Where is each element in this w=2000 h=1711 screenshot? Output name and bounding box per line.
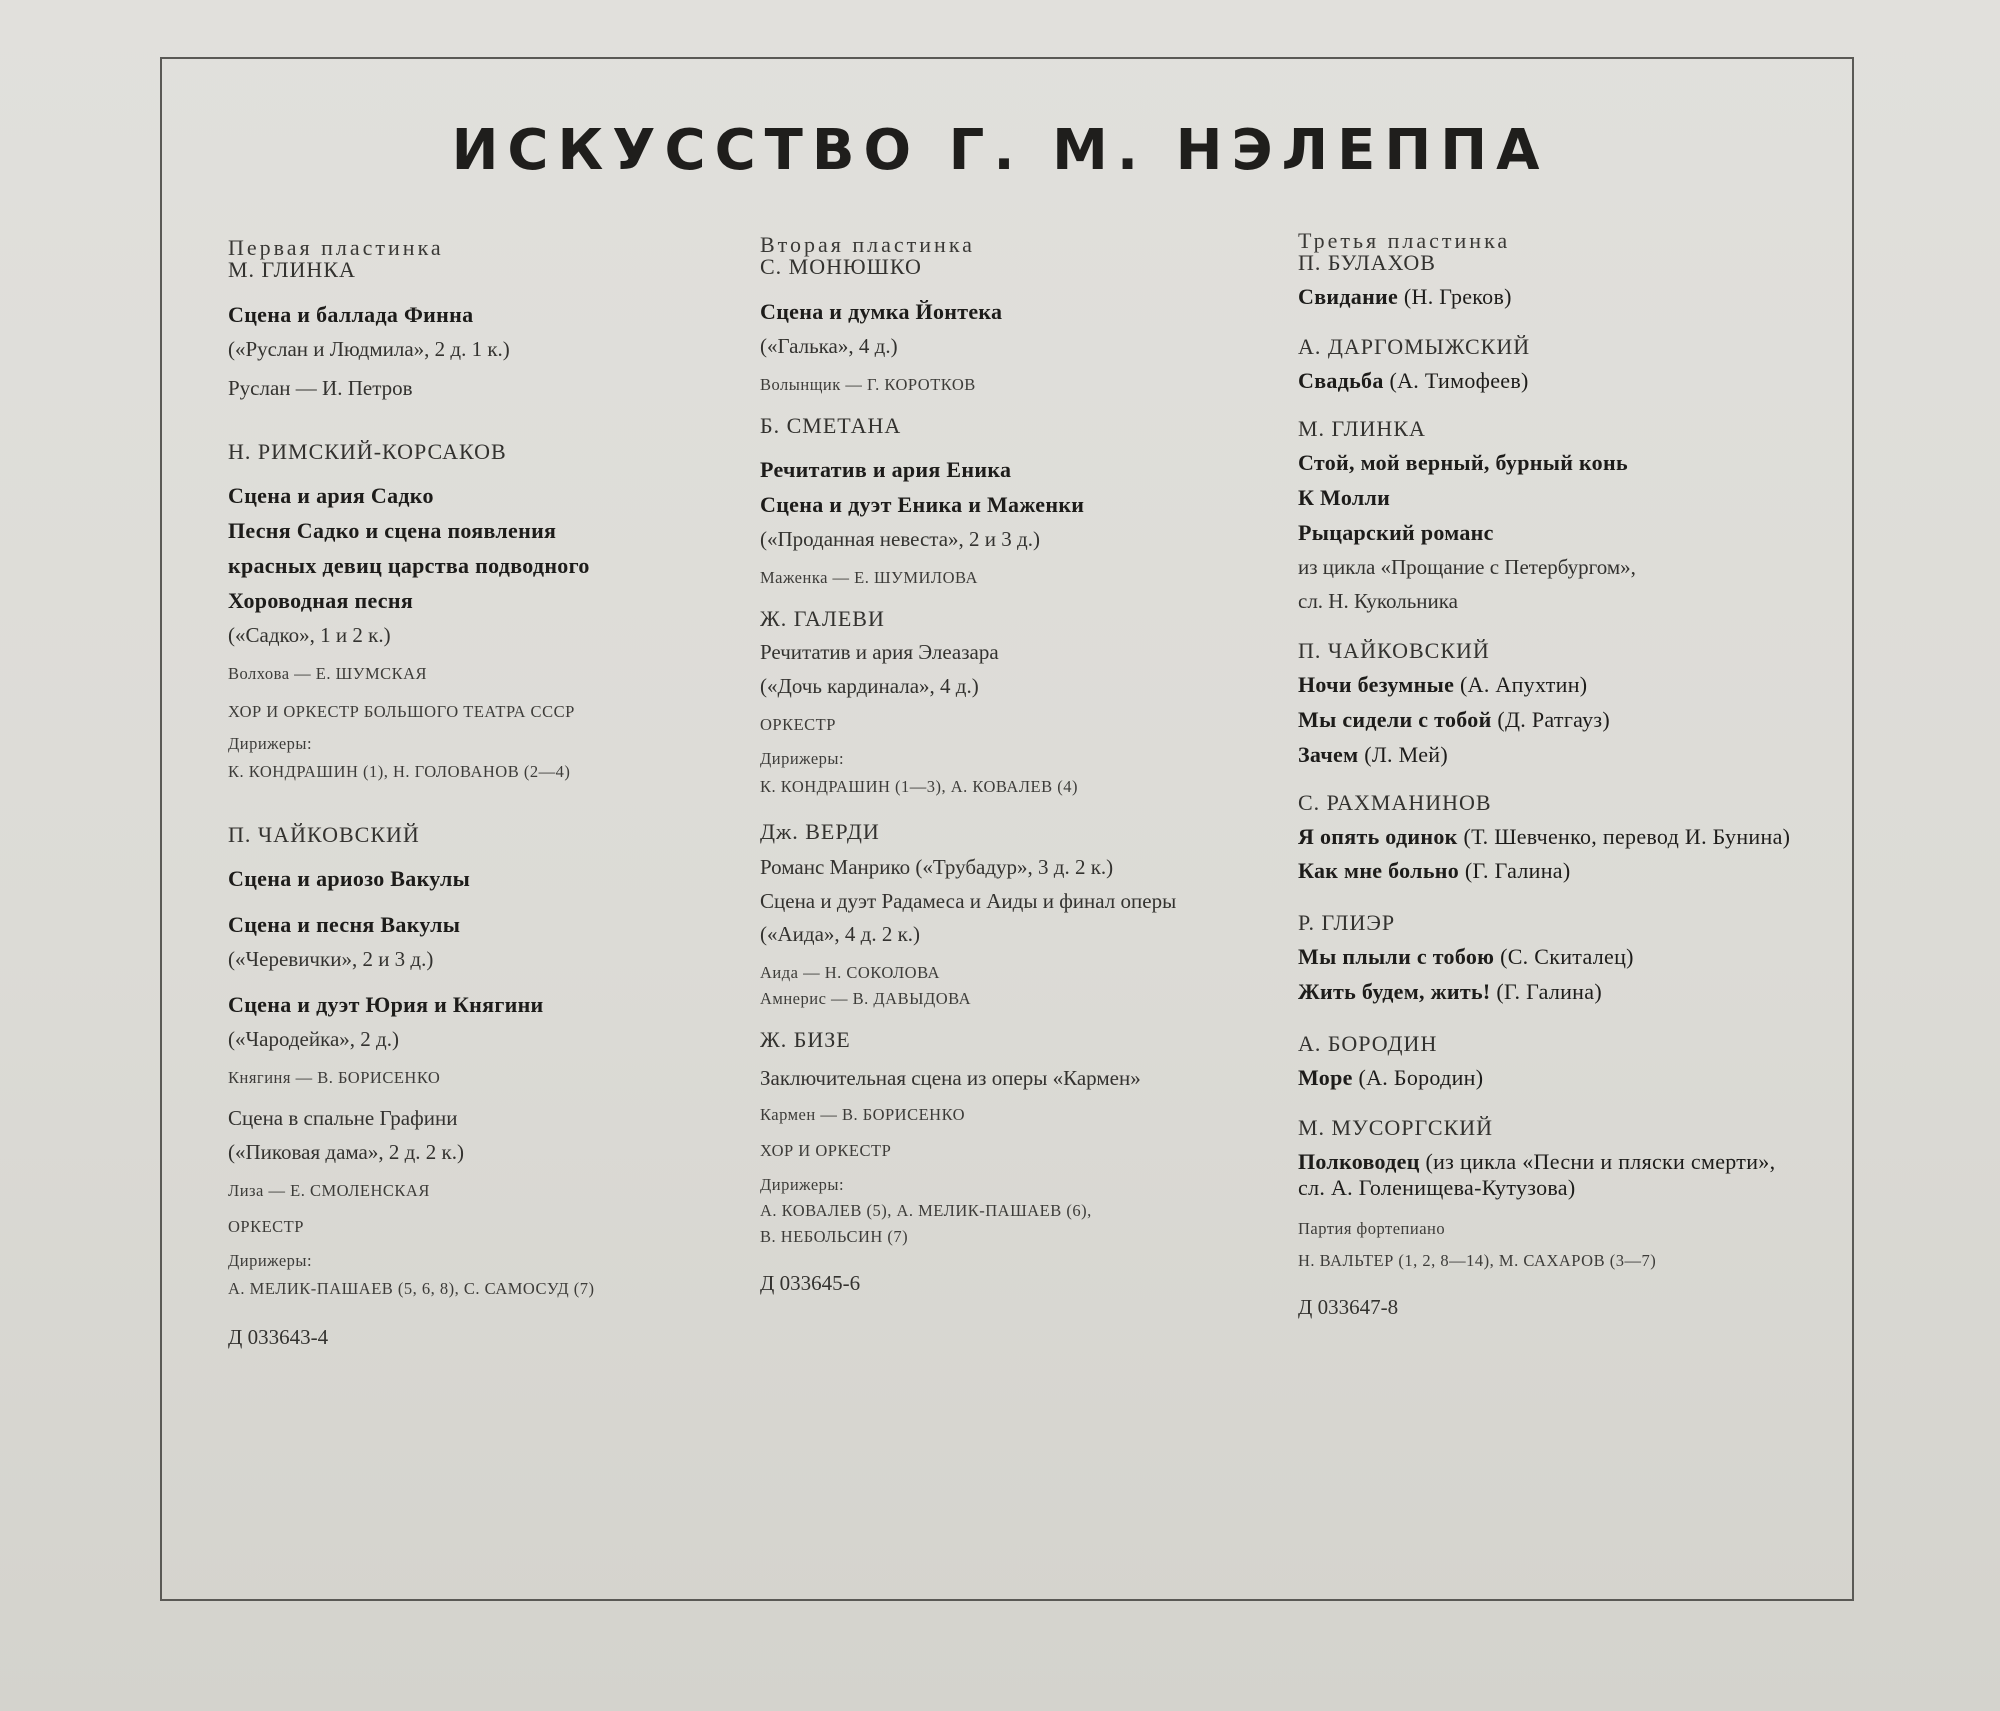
song-title: Свадьба <box>1298 368 1384 393</box>
work-source: («Руслан и Людмила», 2 д. 1 к.) <box>228 337 510 361</box>
cast-line: Лиза — Е. СМОЛЕНСКАЯ <box>228 1181 430 1200</box>
work-title: Сцена и баллада Финна <box>228 302 474 327</box>
work-title: Сцена и думка Йонтека <box>760 299 1003 324</box>
conductors-line: А. МЕЛИК-ПАШАЕВ (5, 6, 8), С. САМОСУД (7) <box>228 1279 595 1298</box>
work-source: («Пиковая дама», 2 д. 2 к.) <box>228 1140 465 1164</box>
cast-line: Волхова — Е. ШУМСКАЯ <box>228 664 428 683</box>
composer-name: Б. СМЕТАНА <box>760 413 902 438</box>
ensemble-line: ХОР И ОРКЕСТР БОЛЬШОГО ТЕАТРА СССР <box>228 702 575 721</box>
composer-name: М. ГЛИНКА <box>228 257 356 282</box>
song-author: (Г. Галина) <box>1459 858 1571 883</box>
conductors-line: В. НЕБОЛЬСИН (7) <box>760 1227 909 1246</box>
cast-line: Волынщик — Г. КОРОТКОВ <box>760 375 976 394</box>
column-third-record <box>1298 228 1818 1320</box>
composer-name: Н. РИМСКИЙ-КОРСАКОВ <box>228 439 507 464</box>
song-author: (А. Бородин) <box>1352 1065 1484 1090</box>
work-source: («Дочь кардинала», 4 д.) <box>760 674 979 698</box>
song-title: Мы сидели с тобой <box>1298 707 1492 732</box>
column-header: Первая пластинка <box>228 235 444 260</box>
work-source: («Черевички», 2 и 3 д.) <box>228 947 434 971</box>
accompanist-label: Партия фортепиано <box>1298 1219 1446 1238</box>
song-author: (Г. Галина) <box>1490 979 1602 1004</box>
song-title: Мы плыли с тобою <box>1298 944 1495 969</box>
accompanist-line: Н. ВАЛЬТЕР (1, 2, 8—14), М. САХАРОВ (3—7) <box>1298 1251 1657 1270</box>
composer-name: П. ЧАЙКОВСКИЙ <box>1298 638 1490 663</box>
column-first-record <box>228 235 748 1350</box>
conductors-label: Дирижеры: <box>760 1175 845 1194</box>
work-title <box>1298 672 1818 698</box>
song-author: (из цикла «Песни и пляски смерти», сл. А. Голенищева-Кутузова) <box>1298 1149 1776 1200</box>
song-title: Как мне больно <box>1298 858 1460 883</box>
composer-name: С. МОНЮШКО <box>760 254 922 279</box>
work-title <box>1298 707 1818 733</box>
work-title: красных девиц царства подводного <box>228 553 590 578</box>
ensemble-line: ОРКЕСТР <box>760 715 836 734</box>
work-title <box>1298 1065 1818 1091</box>
work-title <box>1298 284 1818 310</box>
song-author: (Н. Греков) <box>1398 284 1512 309</box>
work-source: («Садко», 1 и 2 к.) <box>228 623 391 647</box>
work-title <box>1298 742 1818 768</box>
work-title <box>1298 858 1818 884</box>
work-title: Стой, мой верный, бурный конь <box>1298 450 1628 475</box>
composer-name: С. РАХМАНИНОВ <box>1298 790 1492 815</box>
song-title: Зачем <box>1298 742 1359 767</box>
conductors-label: Дирижеры: <box>760 749 845 768</box>
catalog-number: Д 033643-4 <box>228 1325 329 1349</box>
catalog-number: Д 033645-6 <box>760 1271 861 1295</box>
composer-name: Р. ГЛИЭР <box>1298 910 1396 935</box>
composer-name: П. БУЛАХОВ <box>1298 250 1436 275</box>
work-source: («Аида», 4 д. 2 к.) <box>760 922 921 946</box>
cast-line: Амнерис — В. ДАВЫДОВА <box>760 989 972 1008</box>
song-author: (Т. Шевченко, перевод И. Бунина) <box>1457 824 1791 849</box>
composer-name: П. ЧАЙКОВСКИЙ <box>228 822 420 847</box>
song-author: (А. Апухтин) <box>1454 672 1588 697</box>
work-title <box>1298 1149 1788 1201</box>
conductors-line: А. КОВАЛЕВ (5), А. МЕЛИК-ПАШАЕВ (6), <box>760 1201 1092 1220</box>
work-title: Песня Садко и сцена появления <box>228 518 557 543</box>
composer-name: А. ДАРГОМЫЖСКИЙ <box>1298 334 1531 359</box>
work-title: Речитатив и ария Еника <box>760 457 1012 482</box>
song-author: (А. Тимофеев) <box>1383 368 1529 393</box>
song-author: (Д. Ратгауз) <box>1491 707 1611 732</box>
composer-name: А. БОРОДИН <box>1298 1031 1438 1056</box>
song-title: Свидание <box>1298 284 1399 309</box>
page-title: ИСКУССТВО Г. М. НЭЛЕППА <box>451 118 1549 183</box>
work-source: («Проданная невеста», 2 и 3 д.) <box>760 527 1040 551</box>
work-source: из цикла «Прощание с Петербургом», <box>1298 555 1636 579</box>
composer-name: М. ГЛИНКА <box>1298 416 1426 441</box>
work-title: Сцена и дуэт Радамеса и Аиды и финал оперы <box>760 889 1177 913</box>
song-title: Полководец <box>1298 1149 1420 1174</box>
work-source: («Чародейка», 2 д.) <box>228 1027 399 1051</box>
conductors-label: Дирижеры: <box>228 734 313 753</box>
cast-line: Княгиня — В. БОРИСЕНКО <box>228 1068 441 1087</box>
work-title <box>1298 944 1818 970</box>
song-title: Море <box>1298 1065 1353 1090</box>
composer-name: Ж. БИЗЕ <box>760 1027 851 1052</box>
work-title: Сцена и песня Вакулы <box>228 912 461 937</box>
song-title: Я опять одинок <box>1298 824 1458 849</box>
composer-name: М. МУСОРГСКИЙ <box>1298 1115 1494 1140</box>
cast-line: Руслан — И. Петров <box>228 376 413 400</box>
song-author: (Л. Мей) <box>1358 742 1448 767</box>
work-title: Заключительная сцена из оперы «Кармен» <box>760 1066 1141 1090</box>
work-title: Романс Манрико («Трубадур», 3 д. 2 к.) <box>760 855 1114 879</box>
song-title: Ночи безумные <box>1298 672 1455 697</box>
work-title: К Молли <box>1298 485 1391 510</box>
work-title: Сцена и дуэт Еника и Маженки <box>760 492 1085 517</box>
work-title <box>1298 824 1798 850</box>
work-title: Рыцарский романс <box>1298 520 1494 545</box>
work-title: Речитатив и ария Элеазара <box>760 640 999 664</box>
work-title: Сцена в спальне Графини <box>228 1106 458 1130</box>
work-source: («Галька», 4 д.) <box>760 334 898 358</box>
work-title <box>1298 979 1818 1005</box>
work-source: сл. Н. Кукольника <box>1298 589 1458 613</box>
conductors-line: К. КОНДРАШИН (1—3), А. КОВАЛЕВ (4) <box>760 777 1078 796</box>
work-title <box>1298 368 1818 394</box>
cast-line: Кармен — В. БОРИСЕНКО <box>760 1105 966 1124</box>
catalog-number: Д 033647-8 <box>1298 1295 1399 1319</box>
conductors-line: К. КОНДРАШИН (1), Н. ГОЛОВАНОВ (2—4) <box>228 762 571 781</box>
composer-name: Ж. ГАЛЕВИ <box>760 606 885 631</box>
ensemble-line: ОРКЕСТР <box>228 1217 304 1236</box>
work-title: Сцена и ария Садко <box>228 483 434 508</box>
conductors-label: Дирижеры: <box>228 1251 313 1270</box>
work-title: Сцена и дуэт Юрия и Княгини <box>228 992 544 1017</box>
column-header: Третья пластинка <box>1298 228 1511 253</box>
work-title: Сцена и ариозо Вакулы <box>228 866 471 891</box>
song-author: (С. Скиталец) <box>1494 944 1634 969</box>
cast-line: Маженка — Е. ШУМИЛОВА <box>760 568 978 587</box>
column-second-record <box>760 232 1280 1296</box>
cast-line: Аида — Н. СОКОЛОВА <box>760 963 940 982</box>
ensemble-line: ХОР И ОРКЕСТР <box>760 1141 892 1160</box>
composer-name: Дж. ВЕРДИ <box>760 819 880 844</box>
column-header: Вторая пластинка <box>760 232 975 257</box>
song-title: Жить будем, жить! <box>1298 979 1491 1004</box>
work-title: Хороводная песня <box>228 588 414 613</box>
